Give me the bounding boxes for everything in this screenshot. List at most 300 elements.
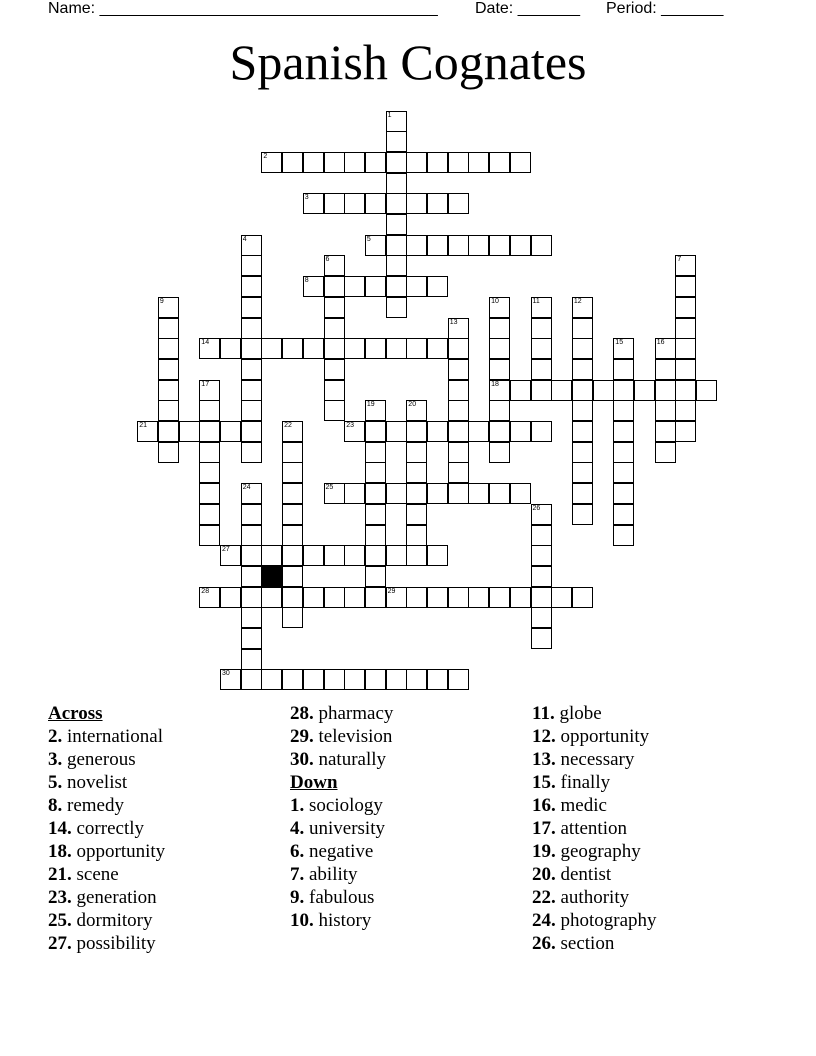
grid-cell[interactable] (427, 193, 448, 214)
grid-cell[interactable] (448, 152, 469, 173)
down-clue (290, 817, 393, 840)
grid-cell[interactable] (531, 359, 552, 380)
clue-text: fabulous (309, 887, 375, 908)
grid-cell[interactable] (696, 380, 717, 401)
grid-cell[interactable] (613, 380, 634, 401)
grid-cell[interactable] (427, 545, 448, 566)
clue-number: 17 (201, 380, 210, 388)
grid-cell[interactable] (324, 297, 345, 318)
clue-text: negative (309, 841, 374, 862)
grid-cell[interactable] (572, 359, 593, 380)
grid-cell[interactable] (241, 649, 262, 670)
grid-cell[interactable] (158, 318, 179, 339)
grid-cell[interactable] (261, 338, 282, 359)
grid-cell[interactable] (241, 607, 262, 628)
grid-cell[interactable] (324, 338, 345, 359)
grid-cell[interactable] (572, 442, 593, 463)
grid-cell[interactable] (303, 152, 324, 173)
grid-cell[interactable] (324, 587, 345, 608)
grid-cell[interactable] (655, 380, 676, 401)
across-clue (48, 771, 165, 794)
grid-cell[interactable] (386, 483, 407, 504)
grid-cell[interactable] (241, 525, 262, 546)
grid-cell[interactable] (220, 338, 241, 359)
grid-cell[interactable] (241, 297, 262, 318)
grid-cell[interactable] (386, 193, 407, 214)
grid-cell[interactable] (531, 338, 552, 359)
grid-cell[interactable] (324, 152, 345, 173)
grid-cell[interactable] (510, 421, 531, 442)
down-clue (532, 817, 657, 840)
grid-cell[interactable] (448, 483, 469, 504)
grid-cell[interactable] (489, 400, 510, 421)
clue-number: 22 (284, 422, 292, 429)
clue-column-3 (532, 702, 657, 955)
clue-text: correctly (76, 818, 145, 839)
clue-label-number: 10. (290, 910, 314, 931)
clue-number: 5 (366, 235, 371, 243)
grid-cell[interactable] (241, 442, 262, 463)
grid-cell[interactable] (468, 235, 489, 256)
grid-cell[interactable] (158, 421, 179, 442)
grid-cell[interactable] (282, 607, 303, 628)
clue-number: 21 (139, 422, 147, 429)
grid-cell[interactable] (613, 359, 634, 380)
grid-cell[interactable] (365, 152, 386, 173)
grid-cell[interactable] (344, 669, 365, 690)
grid-cell[interactable] (510, 152, 531, 173)
grid-cell[interactable] (406, 235, 427, 256)
grid-cell[interactable] (675, 400, 696, 421)
grid-cell[interactable] (531, 318, 552, 339)
grid-cell[interactable] (241, 669, 262, 690)
period-field[interactable]: Period: _______ (606, 0, 724, 17)
clue-text: medic (560, 795, 607, 816)
grid-cell[interactable] (406, 483, 427, 504)
grid-cell[interactable] (386, 131, 407, 152)
grid-cell[interactable] (241, 504, 262, 525)
clue-label-number: 30. (290, 749, 314, 770)
grid-cell[interactable] (572, 504, 593, 525)
grid-cell[interactable] (386, 214, 407, 235)
grid-cell[interactable] (158, 400, 179, 421)
grid-cell[interactable] (613, 525, 634, 546)
grid-cell[interactable] (344, 193, 365, 214)
grid-cell[interactable] (531, 421, 552, 442)
grid-cell[interactable] (531, 380, 552, 401)
grid-cell[interactable] (158, 338, 179, 359)
grid-cell[interactable] (282, 504, 303, 525)
clue-text: necessary (560, 749, 635, 770)
grid-cell[interactable] (427, 338, 448, 359)
across-clue (48, 909, 165, 932)
grid-cell[interactable] (510, 483, 531, 504)
grid-cell[interactable] (655, 359, 676, 380)
grid-cell[interactable] (241, 566, 262, 587)
clue-label-number: 5. (48, 772, 63, 793)
grid-cell[interactable] (613, 504, 634, 525)
grid-cell[interactable] (241, 628, 262, 649)
down-clue (532, 794, 657, 817)
grid-cell[interactable] (655, 421, 676, 442)
grid-cell[interactable] (365, 421, 386, 442)
grid-cell[interactable] (365, 587, 386, 608)
grid-cell[interactable] (365, 566, 386, 587)
clue-number: 3 (304, 194, 309, 202)
across-clue (48, 817, 165, 840)
grid-cell[interactable] (365, 504, 386, 525)
clue-label-number: 11. (532, 703, 555, 724)
clue-number: 20 (408, 401, 417, 409)
grid-cell[interactable] (324, 318, 345, 339)
grid-cell[interactable] (241, 359, 262, 380)
grid-cell[interactable] (489, 421, 510, 442)
clue-label-number: 22. (532, 887, 556, 908)
grid-cell[interactable] (324, 400, 345, 421)
clue-label-number: 23. (48, 887, 72, 908)
grid-cell[interactable] (199, 525, 220, 546)
grid-cell[interactable] (406, 152, 427, 173)
grid-cell[interactable] (468, 152, 489, 173)
grid-cell[interactable] (241, 255, 262, 276)
grid-cell[interactable] (261, 545, 282, 566)
grid-cell[interactable] (675, 297, 696, 318)
clue-number: 9 (159, 297, 164, 305)
grid-cell[interactable] (386, 421, 407, 442)
grid-cell[interactable] (365, 276, 386, 297)
grid-cell[interactable] (531, 566, 552, 587)
grid-cell[interactable] (406, 442, 427, 463)
clue-text: international (67, 726, 164, 747)
grid-cell[interactable] (365, 462, 386, 483)
grid-cell[interactable] (551, 380, 572, 401)
grid-cell[interactable] (406, 462, 427, 483)
grid-cell[interactable] (531, 628, 552, 649)
clue-number: 10 (491, 297, 499, 305)
down-clue (532, 771, 657, 794)
grid-cell[interactable] (386, 152, 407, 173)
clue-label-number: 27. (48, 933, 72, 954)
grid-cell[interactable] (220, 421, 241, 442)
clue-label-number: 15. (532, 772, 556, 793)
across-clue (48, 748, 165, 771)
grid-cell[interactable] (531, 525, 552, 546)
grid-cell[interactable] (282, 525, 303, 546)
grid-cell[interactable] (303, 587, 324, 608)
grid-cell[interactable] (241, 587, 262, 608)
clue-number: 4 (242, 235, 247, 243)
grid-cell[interactable] (593, 380, 614, 401)
across-clue (48, 932, 165, 955)
grid-cell[interactable] (531, 587, 552, 608)
grid-cell[interactable] (344, 276, 365, 297)
clue-number: 24 (242, 484, 251, 492)
down-clue (290, 886, 393, 909)
grid-cell[interactable] (489, 338, 510, 359)
grid-cell[interactable] (427, 235, 448, 256)
grid-cell[interactable] (489, 442, 510, 463)
grid-cell[interactable] (406, 587, 427, 608)
grid-cell[interactable] (448, 359, 469, 380)
grid-cell[interactable] (406, 504, 427, 525)
grid-cell[interactable] (406, 193, 427, 214)
clue-text: section (560, 933, 615, 954)
grid-cell[interactable] (199, 483, 220, 504)
grid-cell[interactable] (489, 587, 510, 608)
across-clue (290, 725, 393, 748)
across-clue (48, 886, 165, 909)
clue-label-number: 2. (48, 726, 63, 747)
grid-cell[interactable] (427, 669, 448, 690)
grid-cell[interactable] (406, 545, 427, 566)
grid-cell[interactable] (489, 359, 510, 380)
grid-cell[interactable] (282, 545, 303, 566)
grid-cell[interactable] (365, 545, 386, 566)
grid-cell[interactable] (468, 587, 489, 608)
down-clue-list (290, 794, 393, 932)
down-clue (532, 840, 657, 863)
grid-cell[interactable] (324, 193, 345, 214)
grid-cell[interactable] (303, 669, 324, 690)
grid-cell[interactable] (365, 669, 386, 690)
clue-label-number: 19. (532, 841, 556, 862)
grid-cell[interactable] (158, 380, 179, 401)
down-clue (532, 748, 657, 771)
grid-cell[interactable] (448, 442, 469, 463)
clue-text: generation (76, 887, 157, 908)
grid-cell[interactable] (241, 338, 262, 359)
grid-cell[interactable] (303, 338, 324, 359)
grid-cell[interactable] (179, 421, 200, 442)
grid-cell[interactable] (261, 587, 282, 608)
grid-cell[interactable] (199, 400, 220, 421)
grid-cell[interactable] (572, 318, 593, 339)
grid-cell[interactable] (344, 338, 365, 359)
clue-label-number: 6. (290, 841, 305, 862)
grid-cell[interactable] (613, 442, 634, 463)
grid-cell[interactable] (427, 152, 448, 173)
grid-cell[interactable] (572, 380, 593, 401)
grid-cell[interactable] (572, 400, 593, 421)
grid-cell[interactable] (655, 442, 676, 463)
down-clue (532, 863, 657, 886)
grid-cell[interactable] (572, 338, 593, 359)
grid-cell[interactable] (406, 338, 427, 359)
date-field[interactable]: Date: _______ (475, 0, 580, 17)
grid-cell[interactable] (386, 235, 407, 256)
clue-text: finally (560, 772, 611, 793)
down-clue-list-continued (532, 702, 657, 955)
grid-cell[interactable] (613, 400, 634, 421)
grid-cell[interactable] (303, 545, 324, 566)
grid-cell[interactable] (489, 318, 510, 339)
grid-cell[interactable] (551, 587, 572, 608)
grid-cell[interactable] (282, 462, 303, 483)
grid-cell[interactable] (406, 276, 427, 297)
grid-cell[interactable] (365, 442, 386, 463)
grid-cell[interactable] (675, 380, 696, 401)
grid-cell[interactable] (344, 483, 365, 504)
grid-cell[interactable] (220, 587, 241, 608)
down-clue (532, 886, 657, 909)
grid-cell[interactable] (489, 152, 510, 173)
down-clue (290, 794, 393, 817)
clue-text: scene (76, 864, 119, 885)
grid-cell[interactable] (675, 421, 696, 442)
grid-cell[interactable] (572, 421, 593, 442)
grid-cell[interactable] (282, 669, 303, 690)
clue-text: globe (559, 703, 602, 724)
grid-cell[interactable] (655, 400, 676, 421)
across-clue (48, 840, 165, 863)
grid-cell[interactable] (199, 442, 220, 463)
clue-text: generous (67, 749, 136, 770)
grid-cell[interactable] (344, 587, 365, 608)
grid-cell[interactable] (510, 380, 531, 401)
grid-cell[interactable] (386, 669, 407, 690)
grid-cell[interactable] (365, 483, 386, 504)
clue-label-number: 4. (290, 818, 305, 839)
clue-number: 7 (677, 256, 682, 264)
grid-cell[interactable] (448, 421, 469, 442)
clue-number: 16 (656, 339, 665, 347)
grid-cell[interactable] (448, 193, 469, 214)
clue-label-number: 17. (532, 818, 556, 839)
grid-cell[interactable] (282, 483, 303, 504)
grid-cell[interactable] (324, 276, 345, 297)
grid-cell[interactable] (199, 462, 220, 483)
grid-cell[interactable] (427, 483, 448, 504)
clue-text: ability (309, 864, 358, 885)
grid-cell[interactable] (531, 235, 552, 256)
clue-number: 1 (387, 111, 392, 119)
clue-text: dormitory (76, 910, 153, 931)
grid-cell[interactable] (241, 400, 262, 421)
down-clue (532, 725, 657, 748)
grid-cell[interactable] (241, 276, 262, 297)
across-clue-list (48, 725, 165, 955)
clue-number: 14 (201, 339, 210, 347)
grid-cell[interactable] (344, 152, 365, 173)
grid-cell[interactable] (324, 359, 345, 380)
grid-cell[interactable] (468, 483, 489, 504)
grid-cell[interactable] (613, 421, 634, 442)
grid-cell[interactable] (489, 235, 510, 256)
grid-cell[interactable] (448, 338, 469, 359)
clue-label-number: 20. (532, 864, 556, 885)
grid-cell[interactable] (324, 380, 345, 401)
grid-cell[interactable] (489, 483, 510, 504)
grid-cell[interactable] (365, 525, 386, 546)
down-heading: Down (290, 772, 338, 793)
grid-cell[interactable] (427, 587, 448, 608)
across-clue (290, 702, 393, 725)
grid-cell[interactable] (241, 380, 262, 401)
grid-cell[interactable] (675, 338, 696, 359)
clue-text: pharmacy (318, 703, 394, 724)
grid-cell[interactable] (406, 421, 427, 442)
grid-cell[interactable] (613, 462, 634, 483)
grid-cell[interactable] (427, 421, 448, 442)
clue-number: 28 (201, 587, 210, 595)
grid-cell[interactable] (675, 359, 696, 380)
grid-cell[interactable] (386, 173, 407, 194)
grid-cell[interactable] (613, 483, 634, 504)
grid-cell[interactable] (199, 504, 220, 525)
grid-cell[interactable] (365, 338, 386, 359)
grid-cell[interactable] (427, 276, 448, 297)
grid-cell[interactable] (241, 421, 262, 442)
grid-cell[interactable] (365, 193, 386, 214)
grid-cell[interactable] (448, 462, 469, 483)
grid-cell[interactable] (241, 545, 262, 566)
clue-text: television (318, 726, 393, 747)
grid-cell[interactable] (386, 338, 407, 359)
clue-text: university (309, 818, 385, 839)
grid-cell[interactable] (448, 669, 469, 690)
clue-label-number: 13. (532, 749, 556, 770)
clue-label-number: 14. (48, 818, 72, 839)
across-clue (48, 794, 165, 817)
grid-cell[interactable] (158, 359, 179, 380)
clue-text: opportunity (76, 841, 166, 862)
grid-cell[interactable] (386, 545, 407, 566)
clue-label-number: 28. (290, 703, 314, 724)
grid-cell[interactable] (282, 442, 303, 463)
grid-cell[interactable] (675, 276, 696, 297)
grid-cell[interactable] (531, 607, 552, 628)
grid-cell[interactable] (282, 566, 303, 587)
grid-cell[interactable] (572, 462, 593, 483)
grid-cell[interactable] (324, 545, 345, 566)
grid-cell[interactable] (406, 669, 427, 690)
grid-cell[interactable] (282, 338, 303, 359)
clue-text: opportunity (560, 726, 650, 747)
grid-cell[interactable] (386, 255, 407, 276)
grid-cell[interactable] (468, 421, 489, 442)
clue-text: dentist (560, 864, 612, 885)
grid-cell[interactable] (406, 525, 427, 546)
grid-cell[interactable] (572, 587, 593, 608)
grid-cell[interactable] (448, 400, 469, 421)
grid-cell[interactable] (531, 545, 552, 566)
grid-cell[interactable] (634, 380, 655, 401)
grid-cell[interactable] (572, 483, 593, 504)
clue-text: remedy (67, 795, 124, 816)
grid-cell[interactable] (448, 380, 469, 401)
name-field[interactable]: Name: ______________________________________ (48, 0, 438, 17)
clue-label-number: 1. (290, 795, 305, 816)
grid-cell[interactable] (510, 587, 531, 608)
down-clue (290, 909, 393, 932)
grid-cell[interactable] (261, 669, 282, 690)
grid-cell[interactable] (241, 318, 262, 339)
grid-cell[interactable] (386, 276, 407, 297)
grid-cell[interactable] (158, 442, 179, 463)
grid-cell[interactable] (324, 669, 345, 690)
grid-cell[interactable] (675, 318, 696, 339)
grid-cell[interactable] (510, 235, 531, 256)
clue-number: 23 (346, 422, 354, 429)
grid-cell[interactable] (199, 421, 220, 442)
grid-cell[interactable] (282, 152, 303, 173)
grid-cell[interactable] (448, 235, 469, 256)
grid-cell[interactable] (344, 545, 365, 566)
grid-cell[interactable] (386, 297, 407, 318)
grid-cell[interactable] (282, 587, 303, 608)
grid-cell[interactable] (448, 587, 469, 608)
clue-number: 25 (325, 484, 334, 492)
